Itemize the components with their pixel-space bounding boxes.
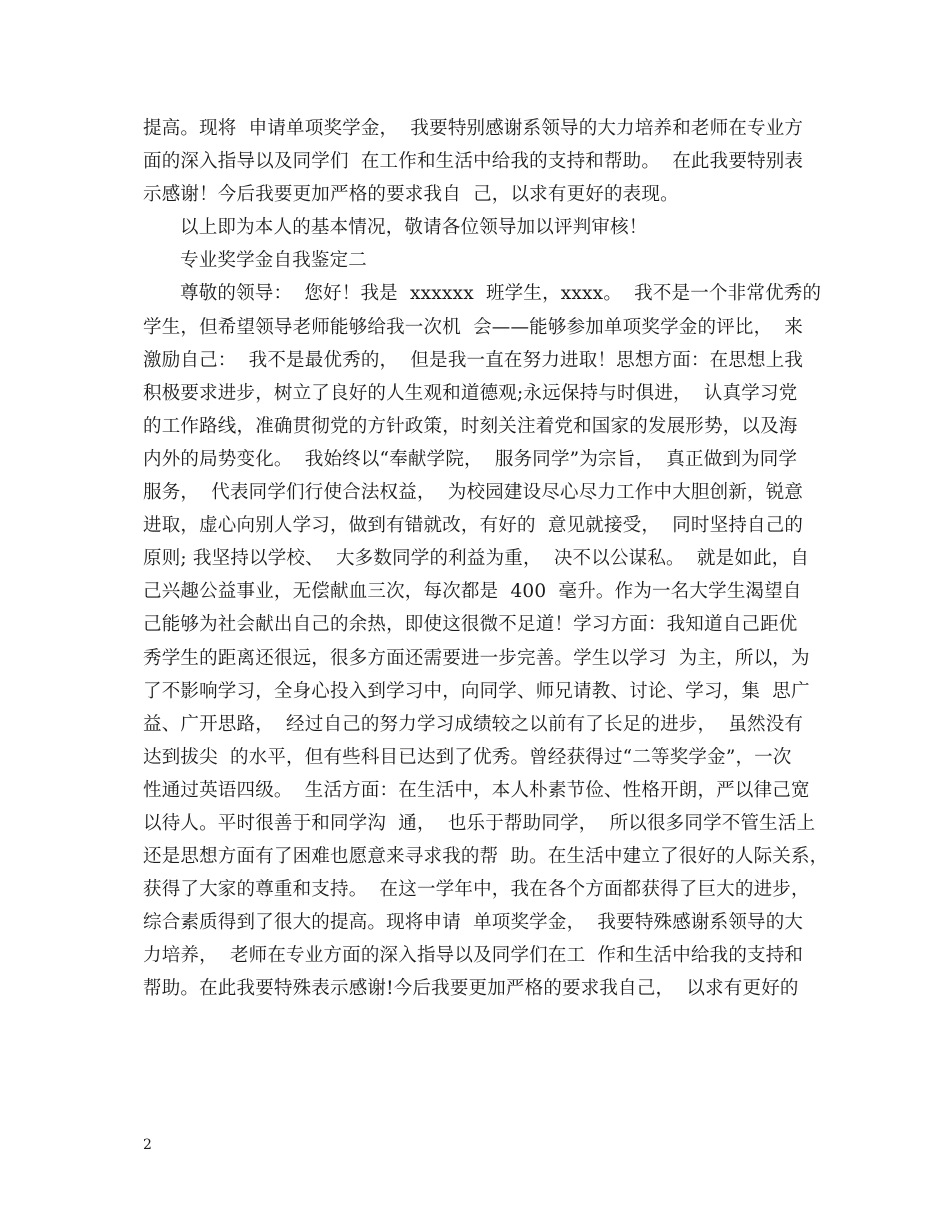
text-line: 达到拔尖 的水平，但有些科目已达到了优秀。曾经获得过“二等奖学金”，一次 — [143, 746, 792, 768]
text-line: 服务， 代表同学们行使合法权益， 为校园建设尽心尽力工作中大胆创新，锐意 — [143, 482, 804, 504]
text-line: 己兴趣公益事业，无偿献血三次，每次都是 400 毫升。作为一名大学生渴望自 — [143, 581, 802, 603]
text-line: 进取，虚心向别人学习，做到有错就改，有好的 意见就接受， 同时坚持自己的 — [143, 515, 804, 537]
text-line: 还是思想方面有了困难也愿意来寻求我的帮 助。在生活中建立了很好的人际关系， — [143, 846, 829, 868]
text-line: 帮助。在此我要特殊表示感谢!今后我要更加严格的要求我自己， 以求有更好的 — [143, 978, 799, 1000]
text-line: 原则; 我坚持以学校、 大多数同学的利益为重， 决不以公谋私。 就是如此，自 — [143, 548, 810, 570]
text-line: 性通过英语四级。 生活方面：在生活中，本人朴素节俭、性格开朗，严以律己宽 — [143, 779, 810, 801]
text-line: 激励自己： 我不是最优秀的， 但是我一直在努力进取！思想方面：在思想上我 — [143, 349, 804, 371]
text-line: 学生，但希望领导老师能够给我一次机 会——能够参加单项奖学金的评比， 来 — [143, 316, 804, 338]
text-line: 积极要求进步，树立了良好的人生观和道德观;永远保持与时俱进， 认真学习党 — [143, 382, 798, 404]
text-line: 示感谢！今后我要更加严格的要求我自 己，以求有更好的表现。 — [143, 184, 679, 206]
text-line: 的工作路线，准确贯彻党的方针政策，时刻关注着党和国家的发展形势，以及海 — [143, 415, 798, 437]
text-line: 专业奖学金自我鉴定二 — [180, 250, 368, 272]
text-line: 秀学生的距离还很远，很多方面还需要进一步完善。学生以学习 为主，所以，为 — [143, 647, 810, 669]
text-line: 以上即为本人的基本情况，敬请各位领导加以评判审核！ — [180, 217, 648, 239]
text-line: 获得了大家的尊重和支持。 在这一学年中，我在各个方面都获得了巨大的进步， — [143, 879, 810, 901]
page-number: 2 — [143, 1137, 152, 1153]
text-line: 尊敬的领导： 您好！我是 xxxxxx 班学生，xxxx。 我不是一个非常优秀的 — [180, 283, 822, 305]
text-line: 以待人。平时很善于和同学沟 通， 也乐于帮助同学， 所以很多同学不管生活上 — [143, 812, 816, 834]
text-line: 面的深入指导以及同学们 在工作和生活中给我的支持和帮助。 在此我要特别表 — [143, 151, 804, 173]
text-line: 提高。现将 申请单项奖学金， 我要特别感谢系领导的大力培养和老师在专业方 — [143, 118, 804, 139]
text-line: 己能够为社会献出自己的余热，即使这很微不足道！学习方面：我知道自己距优 — [143, 614, 798, 636]
text-line: 内外的局势变化。 我始终以“奉献学院， 服务同学”为宗旨， 真正做到为同学 — [143, 448, 798, 470]
text-line: 力培养， 老师在专业方面的深入指导以及同学们在工 作和生活中给我的支持和 — [143, 945, 804, 967]
document-body — [143, 112, 829, 1006]
text-line: 了不影响学习，全身心投入到学习中，向同学、师兄请教、讨论、学习，集 思广 — [143, 680, 810, 702]
text-line: 综合素质得到了很大的提高。现将申请 单项奖学金， 我要特殊感谢系领导的大 — [143, 912, 804, 934]
text-line: 益、广开思路， 经过自己的努力学习成绩较之以前有了长足的进步， 虽然没有 — [143, 713, 804, 735]
